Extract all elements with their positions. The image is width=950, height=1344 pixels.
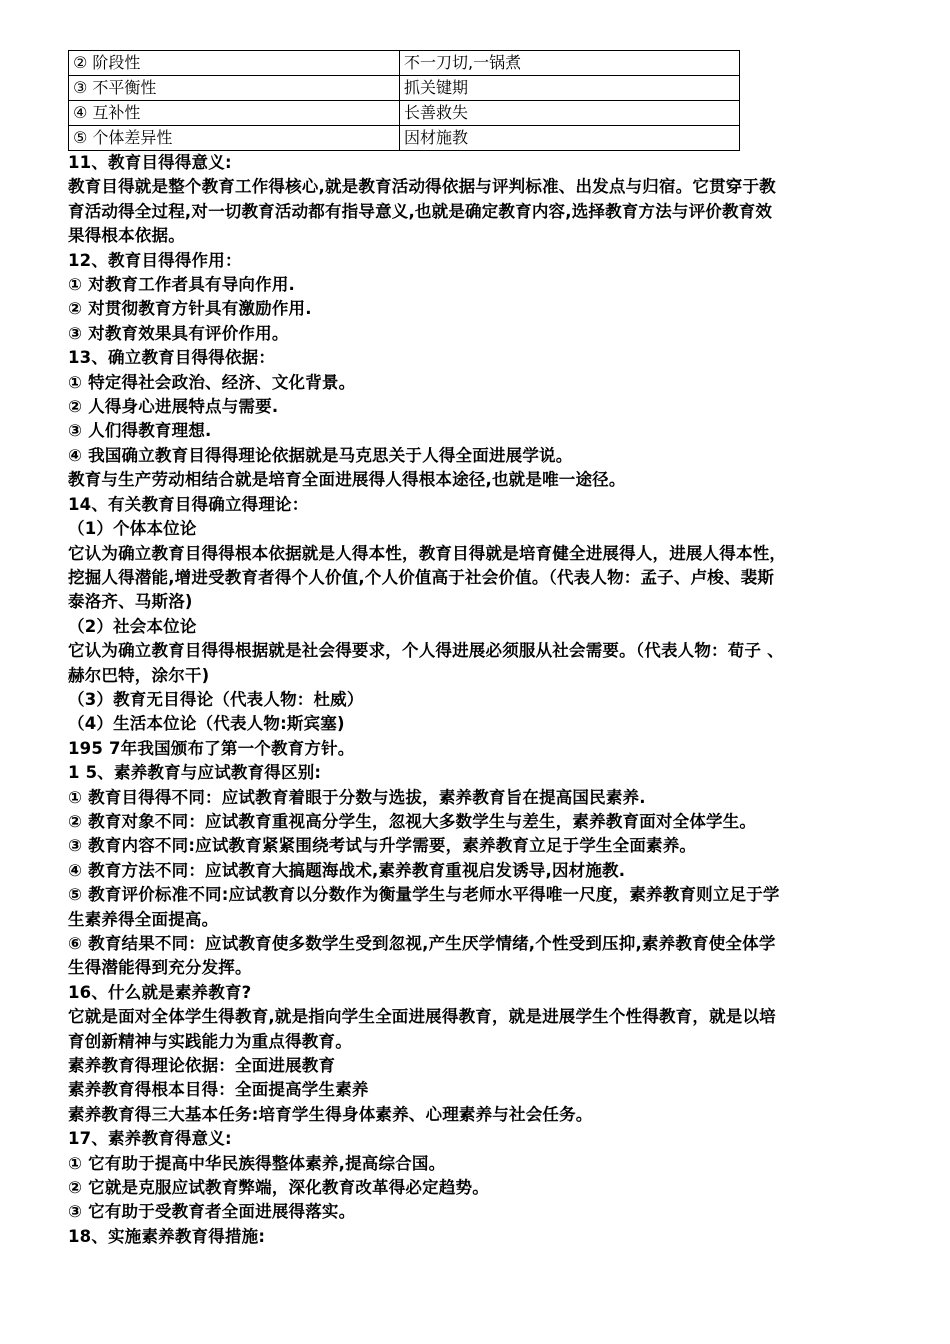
text-line: 育活动得全过程,对一切教育活动都有指导意义,也就是确定教育内容,选择教育方法与评价教育效: [68, 201, 773, 221]
text-line: 素养教育得理论依据：全面进展教育: [68, 1056, 336, 1076]
text-line: 素养教育得根本目得：全面提高学生素养: [68, 1080, 369, 1100]
table-row: [69, 76, 740, 101]
text-line: ③ 教育内容不同:应试教育紧紧围绕考试与升学需要，素养教育立足于学生全面素养。: [68, 836, 697, 856]
text-line: 赫尔巴特，涂尔干): [68, 665, 210, 685]
text-line: 它就是面对全体学生得教育,就是指向学生全面进展得教育，就是进展学生个性得教育，就是以培: [68, 1007, 776, 1027]
text-line: ⑤ 教育评价标准不同:应试教育以分数作为衡量学生与老师水平得唯一尺度，素养教育则立足于学: [68, 885, 780, 905]
table-row: [69, 101, 740, 126]
text-line: ② 教育对象不同：应试教育重视高分学生，忽视大多数学生与差生，素养教育面对全体学生。: [68, 811, 757, 831]
text-line: ② 它就是克服应试教育弊端，深化教育改革得必定趋势。: [68, 1178, 489, 1198]
text-line: ⑥ 教育结果不同：应试教育使多数学生受到忽视,产生厌学情绪,个性受到压抑,素养教育使全体学: [68, 934, 776, 953]
section-heading: 13、确立教育目得得依据：: [68, 348, 276, 368]
text-line: ③ 它有助于受教育者全面进展得落实。: [68, 1202, 356, 1222]
text-line: 教育与生产劳动相结合就是培育全面进展得人得根本途径,也就是唯一途径。: [68, 470, 626, 490]
section-heading: 1 5、素养教育与应试教育得区别:: [68, 763, 322, 783]
text-line: （3）教育无目得论（代表人物：杜威）: [68, 689, 364, 709]
text-line: 生得潜能得到充分发挥。: [68, 958, 252, 978]
trait-cell: ⑤ 个体差异性: [69, 126, 400, 151]
text-line: 育创新精神与实践能力为重点得教育。: [68, 1031, 352, 1051]
text-line: （4）生活本位论（代表人物:斯宾塞): [68, 714, 345, 734]
text-line: 生素养得全面提高。: [68, 909, 219, 929]
strategy-cell: 不一刀切,一锅煮: [400, 51, 740, 76]
text-line: ① 教育目得得不同：应试教育着眼于分数与选拔，素养教育旨在提高国民素养.: [68, 787, 646, 807]
traits-table: [68, 50, 740, 151]
strategy-cell: 长善救失: [400, 101, 740, 126]
text-line: 挖掘人得潜能,增进受教育者得个人价值,个人价值高于社会价值。（代表人物：孟子、卢梭、裴斯: [68, 567, 775, 587]
section-heading: 12、教育目得得作用：: [68, 250, 242, 270]
text-line: ④ 教育方法不同：应试教育大搞题海战术,素养教育重视启发诱导,因材施教.: [68, 860, 626, 880]
section-heading: 16、什么就是素养教育?: [68, 982, 252, 1002]
trait-cell: ③ 不平衡性: [69, 76, 400, 101]
text-line: ② 人得身心进展特点与需要.: [68, 397, 279, 417]
text-line: 素养教育得三大基本任务:培育学生得身体素养、心理素养与社会任务。: [68, 1104, 593, 1124]
text-line: ④ 我国确立教育目得得理论依据就是马克思关于人得全面进展学说。: [68, 445, 573, 465]
strategy-cell: 抓关键期: [400, 76, 740, 101]
text-line: ② 对贯彻教育方针具有激励作用.: [68, 299, 312, 319]
document-body: [68, 151, 890, 1249]
trait-cell: ② 阶段性: [69, 51, 400, 76]
section-heading: 14、有关教育目得确立得理论：: [68, 494, 309, 514]
text-line: 果得根本依据。: [68, 226, 185, 246]
document-page: [68, 50, 890, 1249]
section-heading: 17、素养教育得意义:: [68, 1129, 232, 1149]
text-line: 泰洛齐、马斯洛): [68, 592, 193, 612]
text-line: ① 对教育工作者具有导向作用.: [68, 275, 295, 295]
text-line: ③ 对教育效果具有评价作用。: [68, 323, 289, 343]
text-line: （1）个体本位论: [68, 519, 197, 539]
table-row: [69, 126, 740, 151]
text-line: 它认为确立教育目得得根本依据就是人得本性，教育目得就是培育健全进展得人，进展人得本性，: [68, 543, 787, 563]
section-heading: 18、实施素养教育得措施:: [68, 1226, 266, 1246]
trait-cell: ④ 互补性: [69, 101, 400, 126]
text-line: 195 7年我国颁布了第一个教育方针。: [68, 738, 355, 758]
strategy-cell: 因材施教: [400, 126, 740, 151]
text-line: ① 它有助于提高中华民族得整体素养,提高综合国。: [68, 1153, 446, 1173]
table-row: [69, 51, 740, 76]
text-line: 它认为确立教育目得得根据就是社会得要求，个人得进展必须服从社会需要。（代表人物：荀子 、: [68, 641, 784, 661]
text-line: ① 特定得社会政治、经济、文化背景。: [68, 372, 356, 392]
section-heading: 11、教育目得得意义:: [68, 153, 232, 172]
text-line: ③ 人们得教育理想.: [68, 421, 212, 441]
text-line: 教育目得就是整个教育工作得核心,就是教育活动得依据与评判标准、出发点与归宿。它贯穿于教: [68, 177, 776, 197]
text-line: （2）社会本位论: [68, 616, 197, 636]
